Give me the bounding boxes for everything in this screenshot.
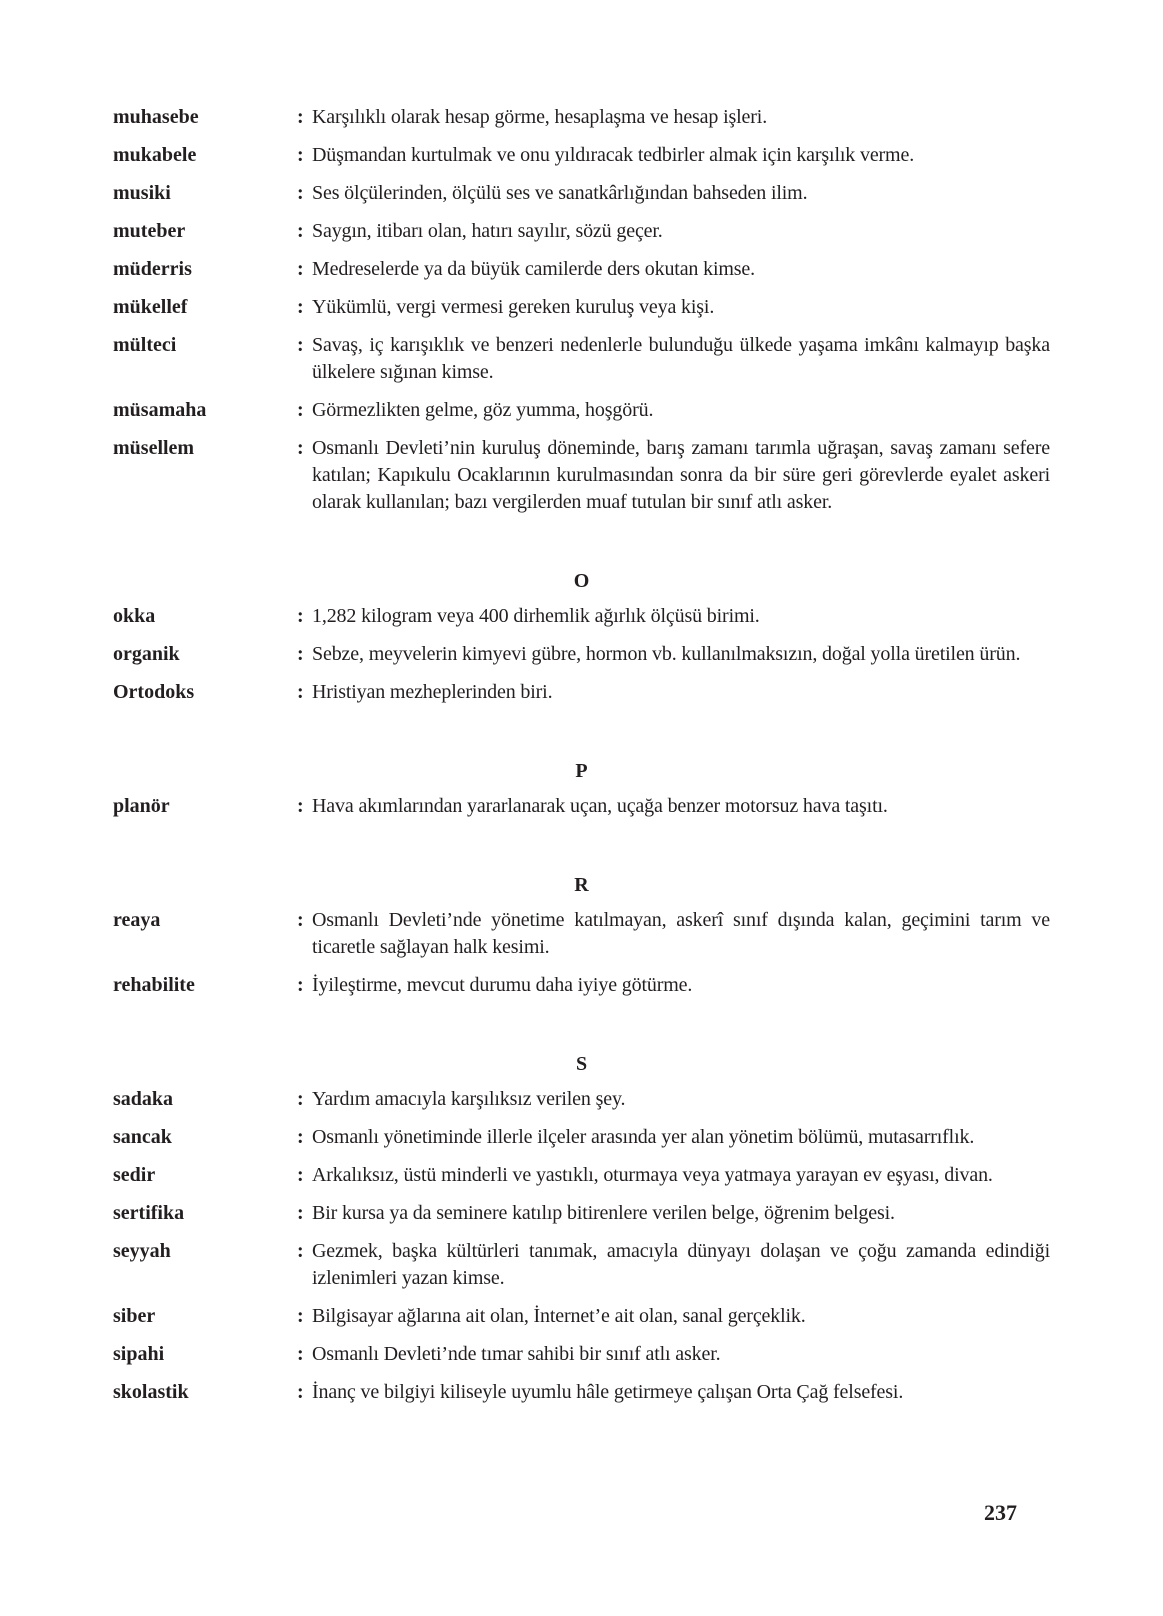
glossary-entry bbox=[113, 1200, 1050, 1227]
entry-definition: 1,282 kilogram veya 400 dirhemlik ağırlık ölçüsü birimi. bbox=[312, 605, 760, 627]
entry-definition: Arkalıksız, üstü minderli ve yastıklı, oturmaya veya yatmaya yarayan ev eşyası, divan. bbox=[312, 1164, 993, 1186]
glossary-entry bbox=[113, 907, 1050, 961]
entry-colon: : bbox=[297, 1240, 304, 1262]
glossary-entry bbox=[113, 641, 1050, 668]
section-spacer bbox=[113, 831, 1050, 871]
glossary-entry bbox=[113, 972, 1050, 999]
section-p bbox=[113, 757, 1050, 820]
entry-colon: : bbox=[297, 681, 304, 703]
entry-colon: : bbox=[297, 144, 304, 166]
glossary-entry bbox=[113, 603, 1050, 630]
section-s bbox=[113, 1050, 1050, 1406]
entry-colon: : bbox=[297, 1381, 304, 1403]
entry-definition: Görmezlikten gelme, göz yumma, hoşgörü. bbox=[312, 399, 654, 421]
entry-term: okka bbox=[113, 605, 156, 627]
entry-definition: Osmanlı Devleti’nde tımar sahibi bir sınıf atlı asker. bbox=[312, 1343, 721, 1365]
entry-definition: Medreselerde ya da büyük camilerde ders okutan kimse. bbox=[312, 258, 755, 280]
entry-colon: : bbox=[297, 1126, 304, 1148]
entry-term: musiki bbox=[113, 182, 171, 204]
section-m bbox=[113, 104, 1050, 516]
glossary-entry bbox=[113, 218, 1050, 245]
glossary-entry bbox=[113, 1238, 1050, 1292]
entry-definition: İnanç ve bilgiyi kiliseyle uyumlu hâle getirmeye çalışan Orta Çağ felsefesi. bbox=[312, 1381, 904, 1403]
glossary-entry bbox=[113, 1162, 1050, 1189]
entry-term: planör bbox=[113, 795, 170, 817]
entry-term: müsellem bbox=[113, 437, 195, 459]
glossary-entry bbox=[113, 332, 1050, 386]
entry-term: Ortodoks bbox=[113, 681, 195, 703]
entry-colon: : bbox=[297, 296, 304, 318]
glossary-entry bbox=[113, 435, 1050, 516]
entry-term: skolastik bbox=[113, 1381, 189, 1403]
glossary-entry bbox=[113, 679, 1050, 706]
section-spacer bbox=[113, 527, 1050, 567]
section-letter-heading: R bbox=[574, 874, 589, 896]
entry-colon: : bbox=[297, 220, 304, 242]
section-letter-heading: P bbox=[575, 760, 588, 782]
entry-term: sancak bbox=[113, 1126, 172, 1148]
entry-definition: İyileştirme, mevcut durumu daha iyiye götürme. bbox=[312, 974, 693, 996]
section-o bbox=[113, 567, 1050, 706]
entry-term: seyyah bbox=[113, 1240, 171, 1262]
entry-definition: Saygın, itibarı olan, hatırı sayılır, sözü geçer. bbox=[312, 220, 663, 242]
entry-term: mukabele bbox=[113, 144, 197, 166]
entry-term: mülteci bbox=[113, 334, 177, 356]
entry-term: organik bbox=[113, 643, 180, 665]
entry-definition: Osmanlı yönetiminde illerle ilçeler arasında yer alan yönetim bölümü, mutasarrıflık. bbox=[312, 1126, 975, 1148]
section-r bbox=[113, 871, 1050, 999]
section-letter-heading: O bbox=[573, 570, 590, 592]
entry-colon: : bbox=[297, 1088, 304, 1110]
entry-term: sertifika bbox=[113, 1202, 185, 1224]
entry-definition: Osmanlı Devleti’nin kuruluş döneminde, barış zamanı tarımla uğraşan, savaş zamanı sefere katılan; Kapıkulu Ocaklarının kurulmasından sonra da bir süre geri görevlerde eyalet askeri olarak kullanılan; bazı vergilerden muaf tutulan bir sınıf atlı asker. bbox=[312, 437, 1050, 513]
entry-colon: : bbox=[297, 1164, 304, 1186]
entry-definition: Yükümlü, vergi vermesi gereken kuruluş veya kişi. bbox=[312, 296, 715, 318]
entry-colon: : bbox=[297, 1305, 304, 1327]
entry-term: sedir bbox=[113, 1164, 156, 1186]
entry-colon: : bbox=[297, 605, 304, 627]
glossary-entry bbox=[113, 1341, 1050, 1368]
glossary-entry bbox=[113, 1124, 1050, 1151]
entry-definition: Yardım amacıyla karşılıksız verilen şey. bbox=[312, 1088, 626, 1110]
entry-definition: Osmanlı Devleti’nde yönetime katılmayan, askerî sınıf dışında kalan, geçimini tarım ve ticaretle sağlayan halk kesimi. bbox=[312, 909, 1050, 958]
entry-term: reaya bbox=[113, 909, 161, 931]
section-spacer bbox=[113, 717, 1050, 757]
entry-definition: Hristiyan mezheplerinden biri. bbox=[312, 681, 553, 703]
glossary-entry bbox=[113, 1086, 1050, 1113]
entry-term: müderris bbox=[113, 258, 192, 280]
glossary-entry bbox=[113, 1379, 1050, 1406]
entry-definition: Bir kursa ya da seminere katılıp bitirenlere verilen belge, öğrenim belgesi. bbox=[312, 1202, 895, 1224]
entry-term: siber bbox=[113, 1305, 156, 1327]
glossary-entry bbox=[113, 294, 1050, 321]
entry-colon: : bbox=[297, 334, 304, 356]
entry-colon: : bbox=[297, 258, 304, 280]
entry-term: sipahi bbox=[113, 1343, 165, 1365]
entry-colon: : bbox=[297, 1343, 304, 1365]
entry-colon: : bbox=[297, 795, 304, 817]
entry-term: sadaka bbox=[113, 1088, 174, 1110]
entry-term: muteber bbox=[113, 220, 186, 242]
entry-term: müsamaha bbox=[113, 399, 207, 421]
entry-term: muhasebe bbox=[113, 106, 199, 128]
entry-definition: Karşılıklı olarak hesap görme, hesaplaşma ve hesap işleri. bbox=[312, 106, 768, 128]
entry-colon: : bbox=[297, 182, 304, 204]
entry-definition: Düşmandan kurtulmak ve onu yıldıracak tedbirler almak için karşılık verme. bbox=[312, 144, 915, 166]
entry-colon: : bbox=[297, 437, 304, 459]
glossary-entry bbox=[113, 104, 1050, 131]
glossary-page bbox=[113, 104, 1050, 1417]
entry-definition: Gezmek, başka kültürleri tanımak, amacıyla dünyayı dolaşan ve çoğu zamanda edindiği izlenimleri yazan kimse. bbox=[312, 1240, 1050, 1289]
entry-term: rehabilite bbox=[113, 974, 195, 996]
section-spacer bbox=[113, 1010, 1050, 1050]
entry-definition: Bilgisayar ağlarına ait olan, İnternet’e ait olan, sanal gerçeklik. bbox=[312, 1305, 806, 1327]
entry-term: mükellef bbox=[113, 296, 188, 318]
entry-definition: Savaş, iç karışıklık ve benzeri nedenlerle bulunduğu ülkede yaşama imkânı kalmayıp başka ülkelere sığınan kimse. bbox=[312, 334, 1050, 383]
entry-definition: Ses ölçülerinden, ölçülü ses ve sanatkârlığından bahseden ilim. bbox=[312, 182, 808, 204]
glossary-entry bbox=[113, 1303, 1050, 1330]
glossary-entry bbox=[113, 256, 1050, 283]
section-letter-heading: S bbox=[575, 1053, 588, 1075]
entry-colon: : bbox=[297, 399, 304, 421]
entry-definition: Sebze, meyvelerin kimyevi gübre, hormon vb. kullanılmaksızın, doğal yolla üretilen ürün. bbox=[312, 643, 1021, 665]
entry-definition: Hava akımlarından yararlanarak uçan, uçağa benzer motorsuz hava taşıtı. bbox=[312, 795, 888, 817]
entry-colon: : bbox=[297, 106, 304, 128]
entry-colon: : bbox=[297, 643, 304, 665]
entry-colon: : bbox=[297, 1202, 304, 1224]
glossary-entry bbox=[113, 397, 1050, 424]
glossary-entry bbox=[113, 180, 1050, 207]
glossary-entry bbox=[113, 142, 1050, 169]
page-number: 237 bbox=[984, 1500, 1017, 1525]
glossary-entry bbox=[113, 793, 1050, 820]
entry-colon: : bbox=[297, 909, 304, 931]
entry-colon: : bbox=[297, 974, 304, 996]
